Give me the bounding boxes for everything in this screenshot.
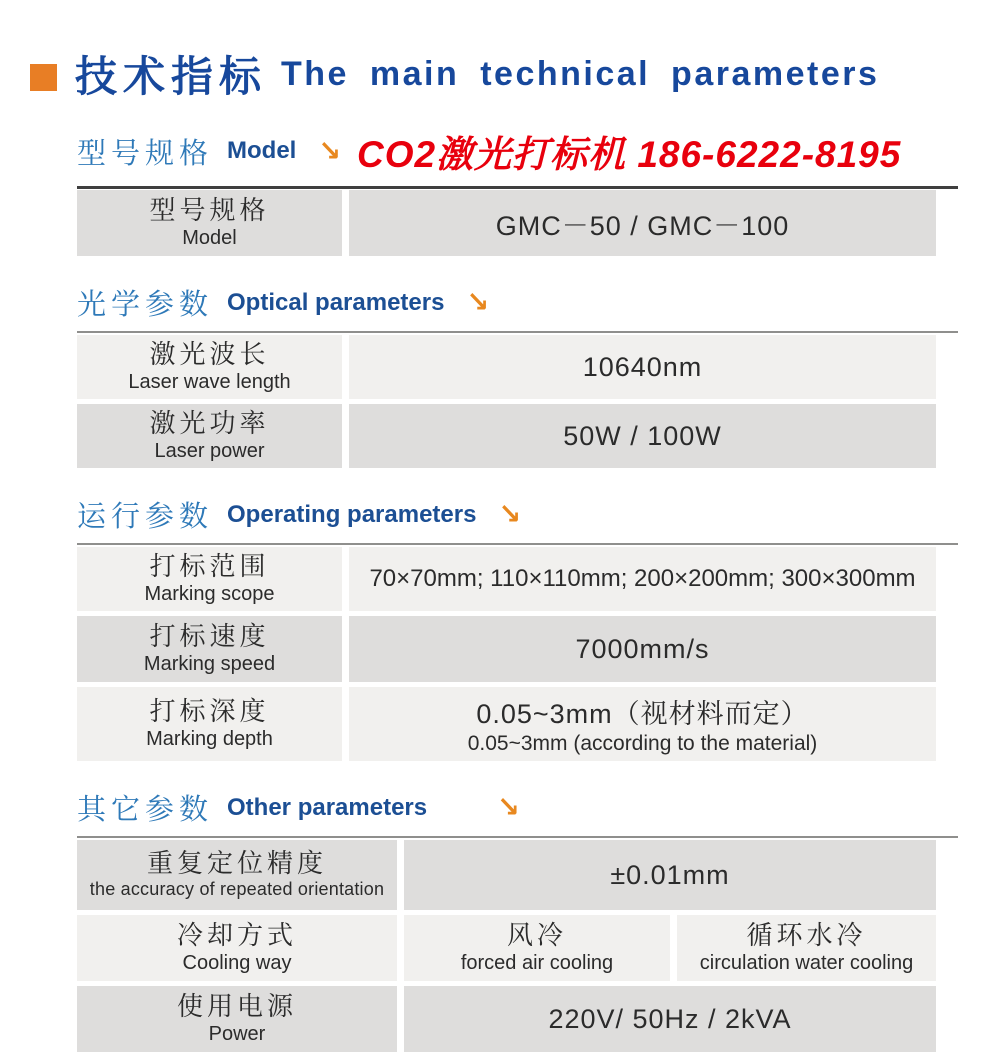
label-cell [77, 616, 342, 682]
label-en: Marking scope [144, 582, 275, 605]
label-zh: 激光功率 [149, 408, 270, 439]
value-cell [349, 616, 936, 682]
value-text: 70×70mm; 110×110mm; 200×200mm; 300×300mm [369, 565, 916, 592]
value-cell [349, 335, 936, 399]
label-zh: 重复定位精度 [146, 848, 327, 879]
value-cell [349, 547, 936, 611]
table-row [77, 840, 936, 910]
section-heading-operating-zh: 运行参数 [77, 501, 214, 533]
value-cell [349, 190, 936, 256]
table-row [77, 687, 936, 761]
spec-table-model [77, 190, 936, 256]
section-heading-operating-en: Operating parameters [227, 500, 477, 528]
section-heading-operating [77, 494, 1008, 535]
label-cell [77, 687, 342, 761]
label-cell [77, 335, 342, 399]
value-cell-water-cooling [677, 915, 936, 981]
section-heading-other [77, 787, 1008, 828]
page-title-zh: 技术指标 [75, 53, 268, 100]
arrow-down-right-icon: ↘ [466, 286, 490, 318]
value-text: 10640nm [582, 351, 703, 382]
label-zh: 打标范围 [149, 551, 270, 582]
value-cell [349, 687, 936, 761]
table-row [77, 404, 936, 468]
value-text: 7000mm/s [575, 633, 710, 664]
section-heading-other-zh: 其它参数 [77, 794, 214, 826]
table-row [77, 335, 936, 399]
page-title [0, 0, 1008, 104]
section-heading-model-en: Model [227, 137, 297, 164]
value-en: circulation water cooling [699, 951, 914, 974]
label-cell [77, 915, 397, 981]
label-zh: 打标速度 [149, 621, 270, 652]
label-en: Power [208, 1022, 266, 1045]
spec-table-other [77, 840, 936, 1052]
table-row [77, 986, 936, 1052]
label-en: Marking speed [143, 652, 276, 675]
table-row [77, 616, 936, 682]
label-en: Model [182, 226, 237, 249]
section-heading-optical [77, 282, 1008, 323]
phone-annotation: CO2激光打标机 186-6222-8195 [356, 134, 902, 175]
table-row [77, 547, 936, 611]
value-text: 0.05~3mm（视材料而定） [476, 699, 809, 729]
arrow-down-right-icon: ↘ [498, 498, 522, 530]
value-zh: 循环水冷 [746, 920, 867, 951]
arrow-down-right-icon: ↘ [318, 134, 341, 167]
section-heading-model-zh: 型号规格 [77, 137, 214, 170]
label-zh: 冷却方式 [176, 920, 297, 951]
value-zh: 风冷 [506, 920, 567, 951]
value-text: GMC－50 / GMC－100 [495, 210, 790, 241]
section-heading-optical-en: Optical parameters [227, 288, 445, 316]
section-heading-optical-zh: 光学参数 [77, 289, 214, 321]
label-cell [77, 840, 397, 910]
label-cell [77, 190, 342, 256]
section-heading-model [77, 124, 1008, 178]
label-cell [77, 547, 342, 611]
label-zh: 激光波长 [149, 339, 270, 370]
label-zh: 使用电源 [176, 991, 297, 1022]
page-title-en: The main technical parameters [281, 54, 880, 93]
table-row [77, 915, 936, 981]
label-cell [77, 986, 397, 1052]
value-text: 220V/ 50Hz / 2kVA [548, 1003, 792, 1034]
bullet-square-icon [30, 64, 57, 91]
label-zh: 型号规格 [149, 195, 270, 226]
label-cell [77, 404, 342, 468]
label-en: Laser power [154, 439, 265, 462]
label-en: Laser wave length [128, 370, 291, 393]
value-text: ±0.01mm [610, 859, 730, 890]
spec-table-operating [77, 547, 936, 761]
value-cell [404, 840, 936, 910]
value-text: 50W / 100W [563, 420, 722, 451]
table-row [77, 190, 936, 256]
label-en: the accuracy of repeated orientation [89, 879, 385, 900]
arrow-down-right-icon: ↘ [497, 791, 520, 823]
label-en: Marking depth [146, 727, 273, 750]
label-en: Cooling way [182, 951, 292, 974]
value-cell [404, 986, 936, 1052]
value-en: forced air cooling [460, 951, 614, 974]
value-subtext: 0.05~3mm (according to the material) [467, 732, 818, 755]
value-cell [349, 404, 936, 468]
spec-table-optical [77, 335, 936, 468]
value-cell-air-cooling [404, 915, 670, 981]
section-heading-other-en: Other parameters [227, 793, 428, 821]
label-zh: 打标深度 [149, 696, 270, 727]
